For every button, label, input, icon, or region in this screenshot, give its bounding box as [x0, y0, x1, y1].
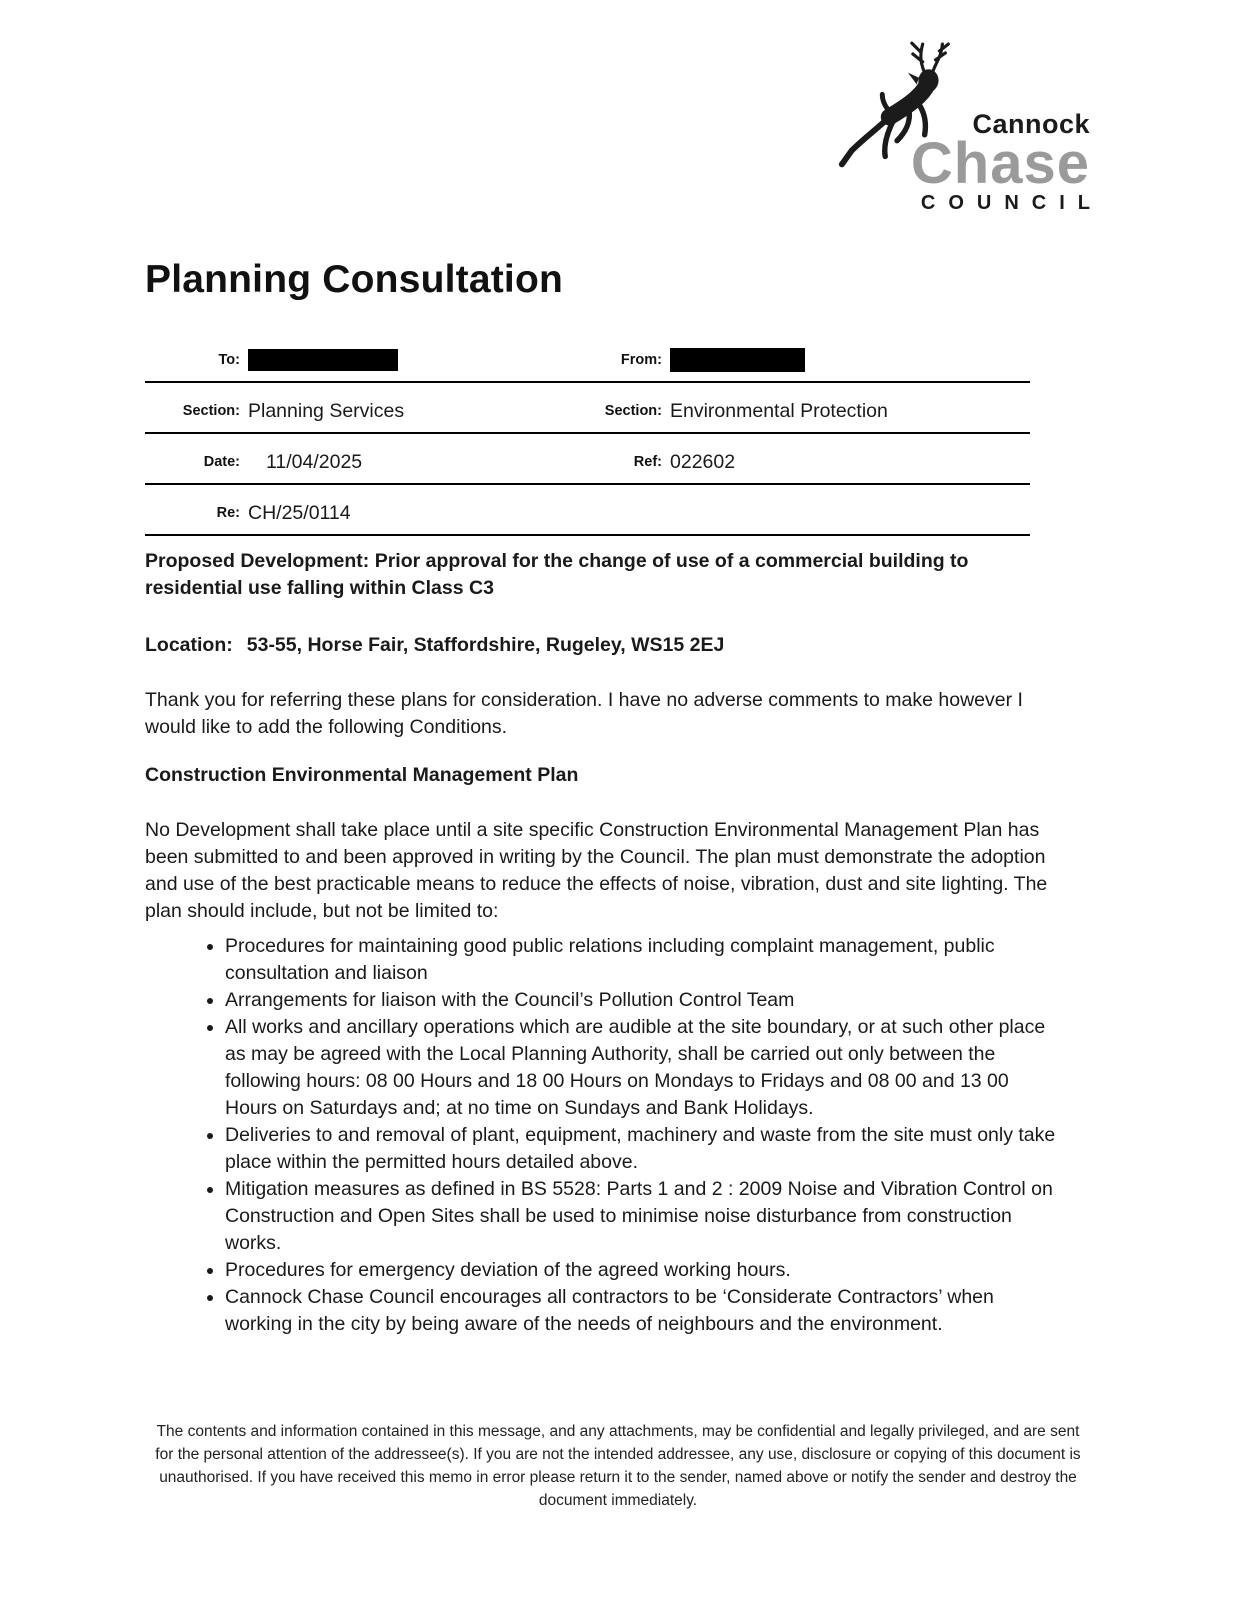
section-heading: Construction Environmental Management Plan: [145, 764, 579, 786]
re-label: Re:: [216, 505, 240, 521]
section-right-label: Section:: [604, 403, 662, 419]
conditions-list: [145, 933, 1065, 1338]
section-left-value: Planning Services: [248, 399, 405, 422]
to-label: To:: [218, 352, 240, 368]
logo-wordmark: [910, 109, 1103, 216]
list-item: • Procedures for emergency deviation of the agreed working hours.: [225, 1257, 1065, 1284]
confidentiality-disclaimer: The contents and information contained in this message, and any attachments, may be confidential and legally privileged, and are sent for the personal attention of the addressee(s). If you are not the intended addressee, any use, disclosure or copying of this document is unauthorised. If you have received this memo in error please return it to the sender, named above or notify the sender and destroy the document immediately.: [155, 1423, 1081, 1509]
logo-text-chase: Chase: [910, 131, 1090, 196]
location-value: 53-55, Horse Fair, Staffordshire, Rugeley, WS15 2EJ: [246, 634, 725, 656]
intro-paragraph: Thank you for referring these plans for consideration. I have no adverse comments to make however I would like to add the following Conditions.: [145, 689, 1023, 738]
memo-field-to: [145, 349, 600, 371]
memo-row-to-from: [145, 346, 1030, 383]
ref-label: Ref:: [633, 454, 662, 470]
re-value: CH/25/0114: [248, 501, 351, 524]
memo-field-section-right: [600, 400, 1030, 423]
from-label: From:: [620, 352, 662, 368]
list-item: • Mitigation measures as defined in BS 5528: Parts 1 and 2 : 2009 Noise and Vibration Control on Construction and Open Sites shall be used to minimise noise disturbance from construction works.: [225, 1176, 1065, 1257]
redacted-from-value: [670, 348, 805, 372]
list-item: • Cannock Chase Council encourages all contractors to be ‘Considerate Contractors’ when working in the city by being aware of the needs of neighbours and the environment.: [225, 1284, 1065, 1338]
logo-text-cannock: Cannock: [972, 109, 1090, 139]
section-left-label: Section:: [182, 403, 240, 419]
date-value: 11/04/2025: [266, 450, 363, 473]
list-item: • All works and ancillary operations which are audible at the site boundary, or at such other place as may be agreed with the Local Planning Authority, shall be carried out only between the following hours: 08 00 Hours and 18 00 Hours on Mondays to Fridays and 08 00 and 13 00 Hours on Saturdays and; at no time on Sundays and Bank Holidays.: [225, 1014, 1065, 1122]
memo-row-re: [145, 499, 1030, 536]
memo-field-ref: [600, 451, 1030, 474]
proposed-development-text: Proposed Development: Prior approval for the change of use of a commercial building to residential use falling within Class C3: [145, 550, 969, 599]
memo-field-from: [600, 348, 1030, 372]
cemp-paragraph: No Development shall take place until a site specific Construction Environmental Management Plan has been submitted to and been approved in writing by the Council. The plan must demonstrate the adoption and use of the best practicable means to reduce the effects of noise, vibration, dust and site lighting. The plan should include, but not be limited to:: [145, 819, 1048, 922]
redacted-to-value: [248, 349, 398, 371]
logo-text-council: COUNCIL: [920, 192, 1103, 214]
list-item: • Deliveries to and removal of plant, equipment, machinery and waste from the site must only take place within the permitted hours detailed above.: [225, 1122, 1065, 1176]
memo-field-section-left: [145, 400, 600, 423]
location-line: [145, 632, 1065, 659]
section-right-value: Environmental Protection: [670, 399, 888, 422]
location-label: Location:: [145, 634, 233, 656]
page-title: Planning Consultation: [145, 258, 564, 301]
list-item: • Procedures for maintaining good public relations including complaint management, public consultation and liaison: [225, 933, 1065, 987]
memo-row-date-ref: [145, 448, 1030, 485]
memo-header: [145, 346, 1030, 550]
ref-value: 022602: [670, 450, 736, 473]
letter-body: [145, 548, 1065, 1338]
memo-row-section: [145, 397, 1030, 434]
council-logo: [838, 36, 1103, 216]
memo-field-date: [145, 451, 600, 474]
date-label: Date:: [203, 454, 240, 470]
memo-field-re: [145, 502, 600, 525]
list-item: • Arrangements for liaison with the Council’s Pollution Control Team: [225, 987, 1065, 1014]
